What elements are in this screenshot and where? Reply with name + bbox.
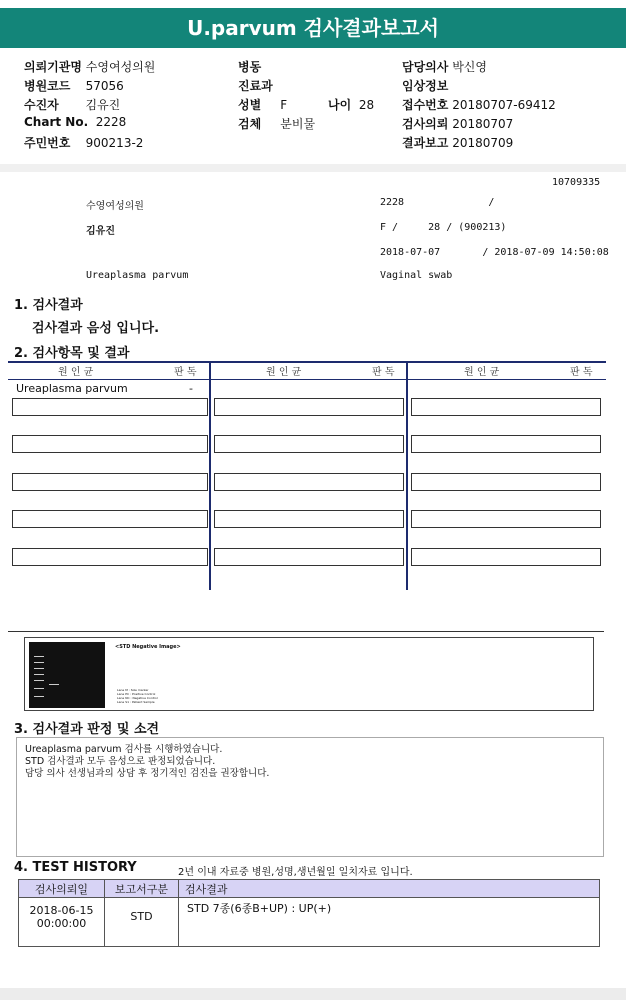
gel-band (49, 684, 59, 685)
result-cell (411, 435, 601, 453)
receipt-no-value: 20180707-69412 (452, 98, 556, 112)
detail-specimen: Vaginal swab (380, 270, 453, 281)
gel-band (34, 668, 44, 669)
history-date-cell (19, 898, 105, 947)
table-row (19, 898, 600, 947)
result-cell (214, 548, 404, 566)
hospital-code-row (24, 77, 124, 94)
section2-title: 2. 검사항목 및 결과 (14, 346, 130, 361)
col-organism-1: 원 인 균 (58, 367, 94, 378)
department-label: 진료과 (238, 79, 273, 93)
receipt-no-label: 접수번호 (402, 98, 449, 112)
hospital-code-value: 57056 (85, 79, 124, 93)
doctor-value: 박신영 (452, 60, 487, 74)
hospital-code-label: 병원코드 (24, 79, 71, 93)
resident-no-row (24, 134, 143, 151)
result-cell (12, 473, 208, 491)
history-time: 00:00:00 (36, 917, 87, 930)
specimen-label: 검체 (238, 117, 262, 131)
sex-value: F (280, 98, 288, 112)
detail-dates: 2018-07-07 / 2018-07-09 14:50:08 (380, 247, 609, 258)
specimen-value: 분비물 (280, 117, 316, 131)
chart-no-row (24, 115, 126, 129)
age-value: 28 (358, 98, 375, 112)
result-summary: 검사결과 음성 입니다. (32, 321, 160, 336)
sex-label: 성별 (238, 98, 262, 112)
ward-label: 병동 (238, 60, 262, 74)
result-cell (214, 398, 404, 416)
gel-legend (117, 688, 158, 704)
result-cell (214, 435, 404, 453)
report-date-value: 20180709 (452, 136, 514, 150)
age-label: 나이 (328, 98, 352, 112)
history-header-row (19, 880, 600, 898)
section4-title: 4. TEST HISTORY (14, 860, 137, 875)
patient-value: 김유진 (85, 98, 121, 112)
history-date: 2018-06-15 (29, 904, 94, 917)
history-table (18, 879, 600, 947)
opinion-box (16, 737, 604, 857)
history-note: 2년 이내 자료중 병원,성명,생년월일 일치자료 입니다. (178, 867, 413, 878)
history-result: STD 7종(6종B+UP) : UP(+) (179, 898, 600, 947)
grid-divider-1 (209, 361, 211, 590)
history-col-date: 검사의뢰일 (19, 880, 105, 898)
result-cell (411, 548, 601, 566)
result-cell (411, 398, 601, 416)
clinical-info-row (402, 77, 448, 94)
gel-band (34, 674, 44, 675)
gel-band (34, 688, 44, 689)
col-judgement-2: 판 독 (372, 367, 395, 378)
result-cell (12, 398, 208, 416)
receipt-no-row (402, 96, 556, 113)
report-date-row (402, 134, 513, 151)
patient-row (24, 96, 120, 113)
section1-title: 1. 검사결과 (14, 298, 83, 313)
report-title: U.parvum 검사결과보고서 (0, 8, 626, 48)
chart-no-label: Chart No. (24, 115, 89, 129)
request-date-label: 검사의뢰 (402, 117, 449, 131)
opinion-line: STD 검사결과 모두 음성으로 판정되었습니다. (25, 756, 216, 767)
ward-row (238, 58, 261, 75)
clinical-info-label: 임상정보 (402, 79, 449, 93)
history-col-type: 보고서구분 (105, 880, 179, 898)
department-row (238, 77, 273, 94)
col-organism-2: 원 인 균 (266, 367, 302, 378)
gel-band (34, 662, 44, 663)
request-date-value: 20180707 (452, 117, 514, 131)
grid-divider-2 (406, 361, 408, 590)
gel-band (34, 680, 44, 681)
sex-row (238, 96, 287, 113)
image-divider (8, 631, 604, 632)
result-grid (8, 361, 606, 590)
specimen-row (238, 115, 315, 132)
gel-band (34, 696, 44, 697)
col-judgement-3: 판 독 (570, 367, 593, 378)
resident-no-label: 주민번호 (24, 136, 71, 150)
gel-caption: <STD Negative Image> (115, 644, 181, 650)
gel-legend-line: Lane M : Size marker (117, 688, 149, 692)
opinion-line: Ureaplasma parvum 검사를 시행하였습니다. (25, 744, 223, 755)
institution-value: 수영여성의원 (85, 60, 156, 74)
organism-name: Ureaplasma parvum (16, 382, 128, 395)
grid-header-line (8, 379, 606, 380)
resident-no-value: 900213-2 (85, 136, 144, 150)
gel-image-panel (24, 637, 594, 711)
page-break-band (0, 164, 626, 172)
result-cell (12, 510, 208, 528)
footer-band (0, 988, 626, 1000)
detail-institution: 수영여성의원 (86, 201, 144, 212)
institution-label: 의뢰기관명 (24, 60, 82, 74)
result-cell (12, 548, 208, 566)
patient-label: 수진자 (24, 98, 59, 112)
report-date-label: 결과보고 (402, 136, 449, 150)
result-cell (12, 435, 208, 453)
section3-title: 3. 검사결과 판정 및 소견 (14, 722, 160, 737)
organism-judgement: - (189, 382, 193, 395)
age-row (328, 96, 374, 113)
col-judgement-1: 판 독 (174, 367, 197, 378)
gel-legend-line: Lane PC : Positive Control (117, 692, 156, 696)
detail-test-name: Ureaplasma parvum (86, 270, 189, 281)
history-type: STD (105, 898, 179, 947)
result-cell (214, 473, 404, 491)
result-cell (411, 510, 601, 528)
doctor-row (402, 58, 487, 75)
chart-no-value: 2228 (95, 115, 127, 129)
institution-row (24, 58, 155, 75)
history-col-result: 검사결과 (179, 880, 600, 898)
col-organism-3: 원 인 균 (464, 367, 500, 378)
result-cell (214, 510, 404, 528)
grid-top-line (8, 361, 606, 363)
detail-code: 10709335 (552, 177, 601, 188)
gel-image (29, 642, 105, 708)
detail-sex-age: F / 28 / (900213) (380, 222, 507, 233)
detail-name: 김유진 (86, 226, 115, 237)
gel-legend-line: Lane S1 : Patient Sample (117, 700, 155, 704)
result-cell (411, 473, 601, 491)
doctor-label: 담당의사 (402, 60, 449, 74)
detail-chart: 2228 / (380, 197, 495, 208)
opinion-line: 담당 의사 선생님과의 상담 후 정기적인 검진을 권장합니다. (25, 768, 270, 779)
gel-legend-line: Lane NC : Negative Control (117, 696, 158, 700)
gel-band (34, 656, 44, 657)
request-date-row (402, 115, 513, 132)
